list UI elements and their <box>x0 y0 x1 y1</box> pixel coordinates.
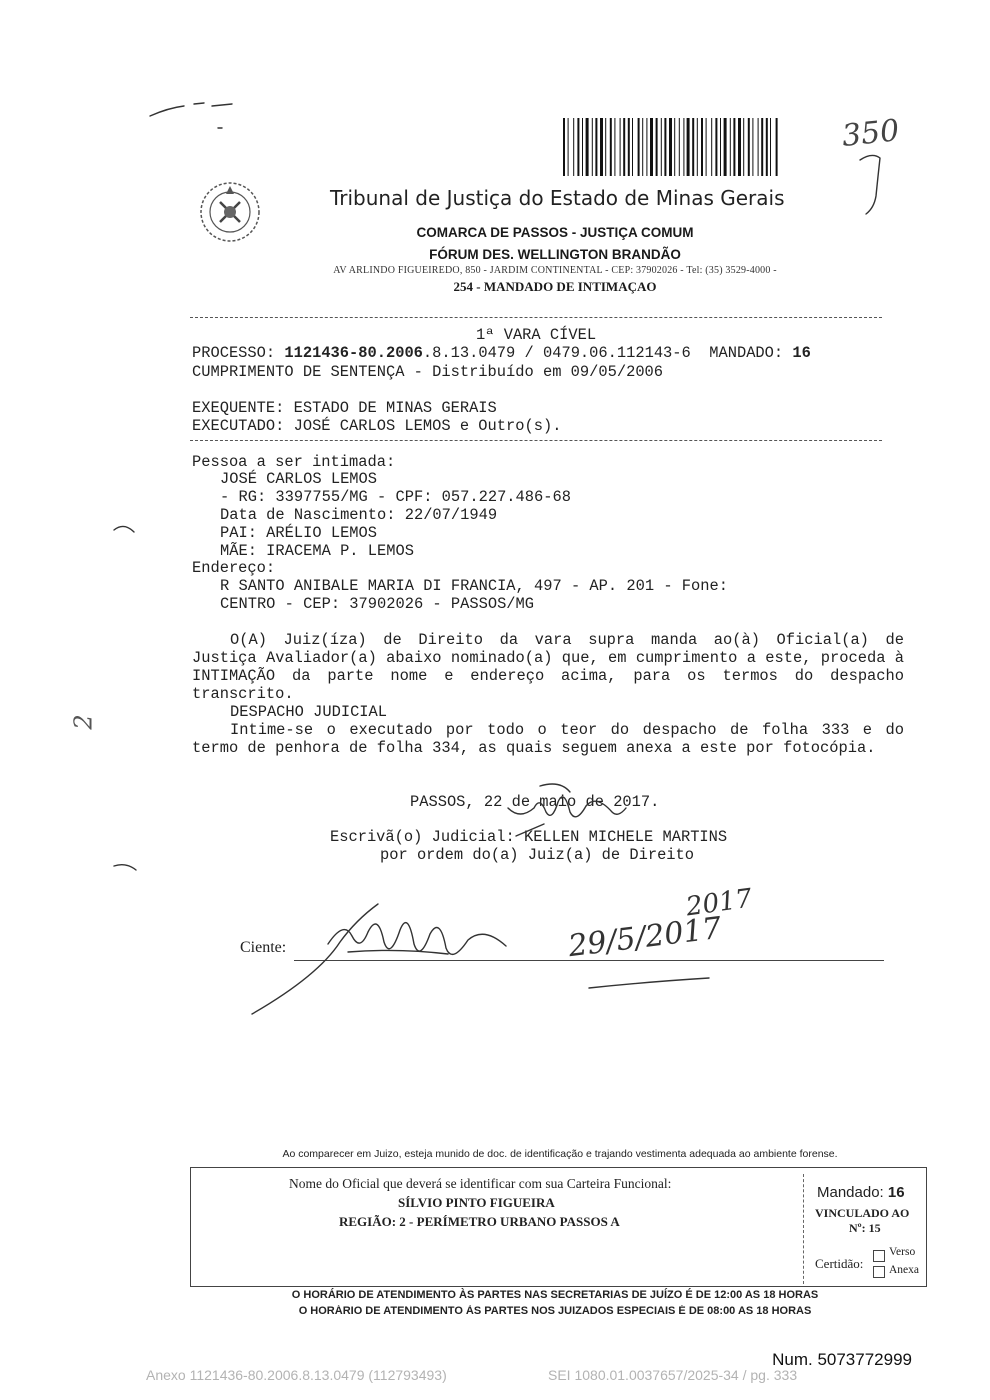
barcode-bar <box>614 118 615 176</box>
barcode-bar <box>669 118 672 176</box>
hours-juizados: O HORÁRIO DE ATENDIMENTO ÀS PARTES NOS JUIZADOS ESPECIAIS É DE 08:00 AS 18 HORAS <box>298 1305 812 1314</box>
barcode-bar <box>733 118 735 176</box>
processo-number: 1121436-80.2006 <box>284 344 423 362</box>
margin-mark <box>110 856 140 876</box>
verso-checkbox[interactable] <box>873 1250 885 1262</box>
person-heading: Pessoa a ser intimada: <box>192 453 396 471</box>
barcode-bar <box>661 118 662 176</box>
barcode-bar <box>687 118 690 176</box>
processo-line <box>192 344 811 362</box>
address-heading: Endereço: <box>192 559 276 577</box>
divider <box>190 440 882 441</box>
handwritten-mark <box>858 146 898 216</box>
vinculado-line-1: VINCULADO AO <box>815 1206 910 1220</box>
officer-intro: Nome do Oficial que deverá se identificar com sua Carteira Funcional: <box>289 1176 672 1191</box>
address-line-1: R SANTO ANIBALE MARIA DI FRANCIA, 497 - AP. 201 - Fone: <box>220 577 728 595</box>
barcode-bar <box>600 118 603 176</box>
handwritten-date: 29/5/2017 <box>566 910 724 965</box>
barcode-bar <box>683 118 684 176</box>
date-line: PASSOS, 22 de maio de 2017. <box>410 793 660 811</box>
barcode <box>563 118 778 176</box>
barcode-bar <box>586 118 589 176</box>
barcode-bar <box>573 118 574 176</box>
barcode-bar <box>628 118 630 176</box>
executado: EXECUTADO: JOSÉ CARLOS LEMOS e Outro(s). <box>192 417 562 435</box>
barcode-bar <box>595 118 597 176</box>
barcode-bar <box>720 118 721 176</box>
barcode-bar <box>766 118 768 176</box>
barcode-bar <box>770 118 771 176</box>
handwritten-underline <box>585 972 715 992</box>
box-mandado-label: Mandado: <box>817 1184 884 1201</box>
barcode-bar <box>776 118 778 176</box>
certidao-label: Certidão: <box>815 1256 864 1271</box>
person-mother: MÃE: IRACEMA P. LEMOS <box>220 542 414 560</box>
person-father: PAI: ARÉLIO LEMOS <box>220 524 378 542</box>
hours-secretarias: O HORÁRIO DE ATENDIMENTO ÀS PARTES NAS SECRETARIAS DE JUÍZO É DE 12:00 AS 18 HORAS <box>291 1289 819 1301</box>
box-mandado-number: 16 <box>887 1184 905 1201</box>
margin-mark <box>110 518 140 538</box>
barcode-bar <box>620 118 621 176</box>
court-name: Tribunal de Justiça do Estado de Minas Gerais <box>330 186 785 210</box>
barcode-bar <box>674 118 675 176</box>
barcode-bar <box>568 118 569 176</box>
barcode-bar <box>623 118 625 176</box>
anexa-checkbox[interactable] <box>873 1266 885 1278</box>
handwritten-year: 2017 <box>684 883 754 923</box>
barcode-bar <box>592 118 593 176</box>
forum-heading: FÓRUM DES. WELLINGTON BRANDÃO <box>429 247 681 262</box>
barcode-bar <box>692 118 694 176</box>
dress-code-notice: Ao comparecer em Juizo, esteja munido de doc. de identificação e trajando vestimenta adequada ao ambiente forense. <box>282 1148 838 1160</box>
order-paragraph: O(A) Juiz(íza) de Direito da vara supra manda ao(à) Oficial(a) de Justiça Avaliador(a) abaixo nominado(a) que, em cumprimento a este, proceda à INTIMAÇÃO da parte nome e endereço acima, para os termos do despacho transcrito. <box>192 631 904 703</box>
mandado-label: MANDADO: <box>709 344 784 362</box>
court-address: AV ARLINDO FIGUEIREDO, 850 - JARDIM CONTINENTAL - CEP: 37902026 - Tel: (35) 3529-4000 - <box>333 265 777 276</box>
divider <box>190 317 882 318</box>
clerk-slash <box>510 820 550 840</box>
barcode-bar <box>697 118 698 176</box>
address-line-2: CENTRO - CEP: 37902026 - PASSOS/MG <box>220 595 535 613</box>
handwritten-page-number: 350 <box>840 113 901 154</box>
barcode-bar <box>701 118 703 176</box>
barcode-bar <box>582 118 583 176</box>
margin-number: 2 <box>69 714 98 730</box>
margin-mark <box>148 98 238 138</box>
person-name: JOSÉ CARLOS LEMOS <box>220 470 378 488</box>
barcode-bar <box>646 118 647 176</box>
despacho-heading: DESPACHO JUDICIAL <box>230 703 388 721</box>
box-mandado <box>817 1184 905 1201</box>
barcode-bar <box>724 118 727 176</box>
vinculado-line-2: Nº: 15 <box>849 1221 881 1235</box>
vara: 1ª VARA CÍVEL <box>476 326 597 344</box>
barcode-bar <box>761 118 763 176</box>
barcode-bar <box>679 118 680 176</box>
document-number: Num. 5073772999 <box>772 1350 912 1369</box>
anexa-label: Anexa <box>889 1264 920 1276</box>
barcode-bar <box>605 118 606 176</box>
box-divider <box>803 1174 804 1284</box>
clerk-line: Escrivã(o) Judicial: KELLEN MICHELE MARTINS <box>330 828 728 846</box>
person-birth: Data de Nascimento: 22/07/1949 <box>220 506 498 524</box>
barcode-bar <box>730 118 731 176</box>
anexo-reference: Anexo 1121436-80.2006.8.13.0479 (112793493) <box>146 1367 447 1383</box>
barcode-bar <box>758 118 759 176</box>
barcode-bar <box>563 118 565 176</box>
exequente: EXEQUENTE: ESTADO DE MINAS GERAIS <box>192 399 497 417</box>
barcode-bar <box>738 118 741 176</box>
mandado-number: 16 <box>792 344 811 362</box>
document-type: 254 - MANDADO DE INTIMAÇAO <box>453 279 657 294</box>
barcode-bar <box>642 118 643 176</box>
comarca-heading: COMARCA DE PASSOS - JUSTIÇA COMUM <box>416 225 694 240</box>
barcode-bar <box>743 118 744 176</box>
processo-label: PROCESSO: <box>192 344 276 362</box>
officer-name: SÍLVIO PINTO FIGUEIRA <box>398 1195 555 1210</box>
despacho-text: Intime-se o executado por todo o teor do despacho de folha 333 e do termo de penhora de folha 334, as quais seguem anexa a este por fotocópia. <box>192 721 904 757</box>
barcode-bar <box>632 118 633 176</box>
processo-suffix: .8.13.0479 / 0479.06.112143-6 <box>422 344 691 362</box>
cumprimento: CUMPRIMENTO DE SENTENÇA - Distribuído em 09/05/2006 <box>192 363 664 381</box>
barcode-bar <box>711 118 712 176</box>
barcode-bar <box>664 118 666 176</box>
barcode-bar <box>706 118 707 176</box>
barcode-bar <box>650 118 653 176</box>
barcode-bar <box>656 118 658 176</box>
signature <box>248 890 518 1020</box>
order-line: por ordem do(a) Juiz(a) de Direito <box>380 846 695 864</box>
barcode-bar <box>577 118 579 176</box>
officer-region: REGIÃO: 2 - PERÍMETRO URBANO PASSOS A <box>339 1214 620 1229</box>
officer-box <box>190 1167 927 1287</box>
sei-reference: SEI 1080.01.0037657/2025-34 / pg. 333 <box>548 1367 798 1383</box>
verso-label: Verso <box>889 1246 916 1258</box>
barcode-bar <box>748 118 750 176</box>
barcode-bar <box>752 118 753 176</box>
ciente-label: Ciente: <box>240 939 287 956</box>
barcode-bar <box>610 118 612 176</box>
barcode-bar <box>638 118 640 176</box>
barcode-bar <box>715 118 717 176</box>
person-ids: - RG: 3397755/MG - CPF: 057.227.486-68 <box>220 488 571 506</box>
